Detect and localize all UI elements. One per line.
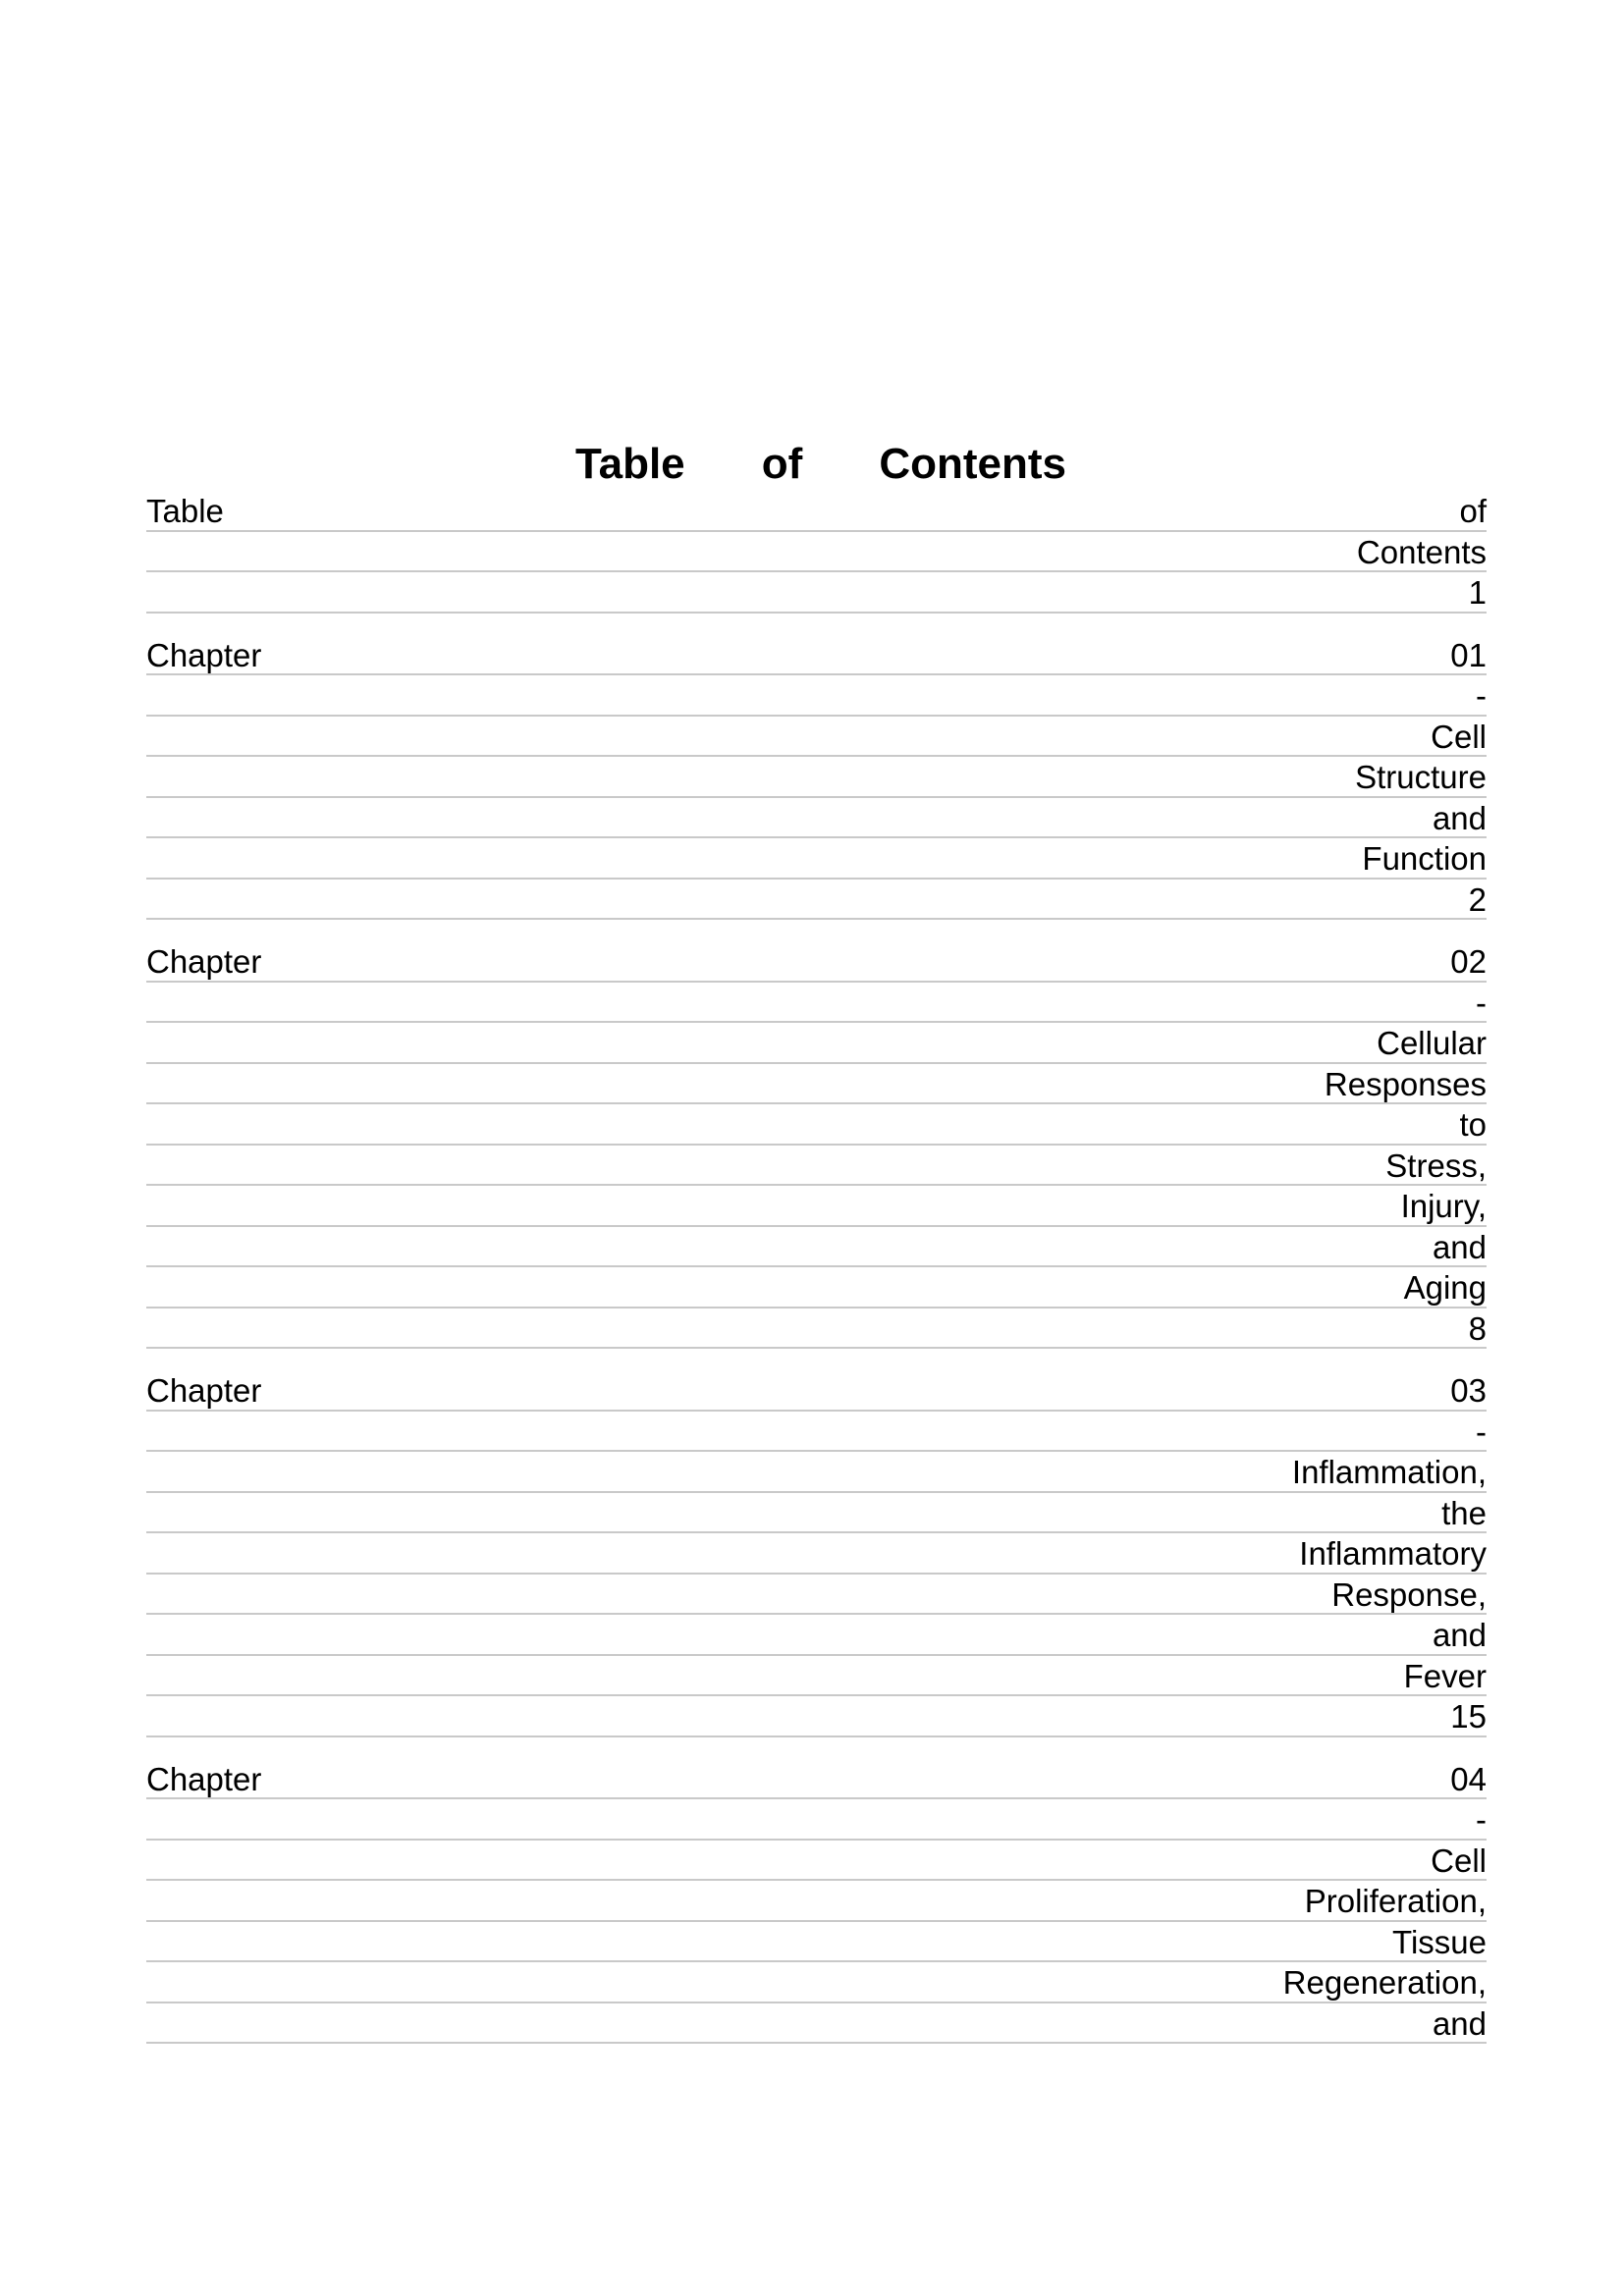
toc-line (146, 1064, 1487, 1105)
toc-entry-label: Chapter (146, 1372, 262, 1409)
toc-title-word: Cell (1431, 1842, 1487, 1879)
toc-line (146, 1267, 1487, 1308)
toc-line (146, 1370, 1487, 1412)
toc-title-word: 01 (1450, 636, 1487, 673)
toc-entry[interactable] (146, 635, 1487, 921)
toc-title-word: Proliferation, (1304, 1883, 1487, 1919)
toc-line (146, 941, 1487, 983)
toc-title-word: - (1476, 1801, 1487, 1838)
toc-title-word: of (1459, 493, 1487, 529)
toc-title-word: - (1476, 1413, 1487, 1450)
toc-title-word: Regeneration, (1282, 1964, 1487, 2001)
table-of-contents (146, 491, 1487, 2044)
toc-title-word: Cellular (1377, 1025, 1487, 1061)
title-word: of (761, 440, 803, 488)
toc-title-word: Aging (1403, 1269, 1487, 1306)
toc-title-word: Function (1362, 840, 1487, 877)
toc-entry[interactable] (146, 941, 1487, 1349)
toc-line (146, 1922, 1487, 1963)
toc-title-word: Cell (1431, 718, 1487, 755)
toc-title-word: Inflammation, (1291, 1454, 1487, 1490)
toc-page-number: 1 (1468, 574, 1487, 611)
toc-entry-label: Table (146, 493, 224, 529)
title-word: Table (575, 440, 685, 488)
toc-line (146, 2003, 1487, 2045)
toc-line (146, 1881, 1487, 1922)
toc-line (146, 880, 1487, 921)
toc-line (146, 1493, 1487, 1534)
toc-line (146, 1759, 1487, 1800)
toc-title-word: Injury, (1400, 1188, 1487, 1224)
toc-line (146, 1696, 1487, 1737)
toc-line (146, 983, 1487, 1024)
toc-title-word: 02 (1450, 943, 1487, 980)
toc-title-word: - (1476, 677, 1487, 714)
toc-line (146, 1104, 1487, 1146)
toc-line (146, 491, 1487, 532)
toc-title-word: Fever (1403, 1657, 1487, 1694)
toc-page-number: 2 (1468, 881, 1487, 918)
toc-title-word: Tissue (1392, 1923, 1487, 1960)
toc-page-number: 8 (1468, 1309, 1487, 1347)
toc-line (146, 1799, 1487, 1841)
toc-entry-label: Chapter (146, 1760, 262, 1797)
toc-entry-label: Chapter (146, 943, 262, 980)
toc-line (146, 838, 1487, 880)
toc-line (146, 675, 1487, 717)
toc-title-word: to (1459, 1106, 1487, 1143)
toc-title-word: 03 (1450, 1372, 1487, 1409)
toc-line (146, 1533, 1487, 1575)
toc-title-word: Responses (1324, 1065, 1487, 1102)
toc-title-word: Response, (1331, 1575, 1487, 1613)
toc-line (146, 1575, 1487, 1616)
toc-line (146, 717, 1487, 758)
toc-title-word: Inflammatory (1299, 1535, 1487, 1572)
page-title (575, 438, 1066, 491)
toc-line (146, 532, 1487, 573)
toc-entry[interactable] (146, 1370, 1487, 1737)
toc-entry-label: Chapter (146, 636, 262, 673)
toc-line (146, 1962, 1487, 2003)
toc-line (146, 1615, 1487, 1656)
toc-line (146, 798, 1487, 839)
toc-line (146, 1227, 1487, 1268)
toc-line (146, 1146, 1487, 1187)
toc-title-word: and (1432, 1617, 1487, 1653)
toc-line (146, 1412, 1487, 1453)
toc-title-word: the (1441, 1494, 1487, 1531)
toc-title-word: - (1476, 984, 1487, 1021)
toc-title-word: Stress, (1385, 1147, 1487, 1184)
toc-line (146, 1452, 1487, 1493)
toc-line (146, 1656, 1487, 1697)
toc-title-word: 04 (1450, 1760, 1487, 1797)
toc-line (146, 1308, 1487, 1350)
toc-page-number: 15 (1450, 1698, 1487, 1735)
toc-entry[interactable] (146, 491, 1487, 614)
toc-title-word: Structure (1355, 759, 1487, 795)
toc-title-word: Contents (1356, 533, 1487, 570)
title-word: Contents (879, 440, 1066, 488)
toc-title-word: and (1432, 799, 1487, 836)
toc-line (146, 635, 1487, 676)
toc-line (146, 1186, 1487, 1227)
toc-line (146, 1841, 1487, 1882)
toc-line (146, 757, 1487, 798)
toc-title-word: and (1432, 1228, 1487, 1265)
toc-line (146, 572, 1487, 614)
toc-line (146, 1023, 1487, 1064)
toc-title-word: and (1432, 2004, 1487, 2042)
toc-entry[interactable] (146, 1759, 1487, 2045)
